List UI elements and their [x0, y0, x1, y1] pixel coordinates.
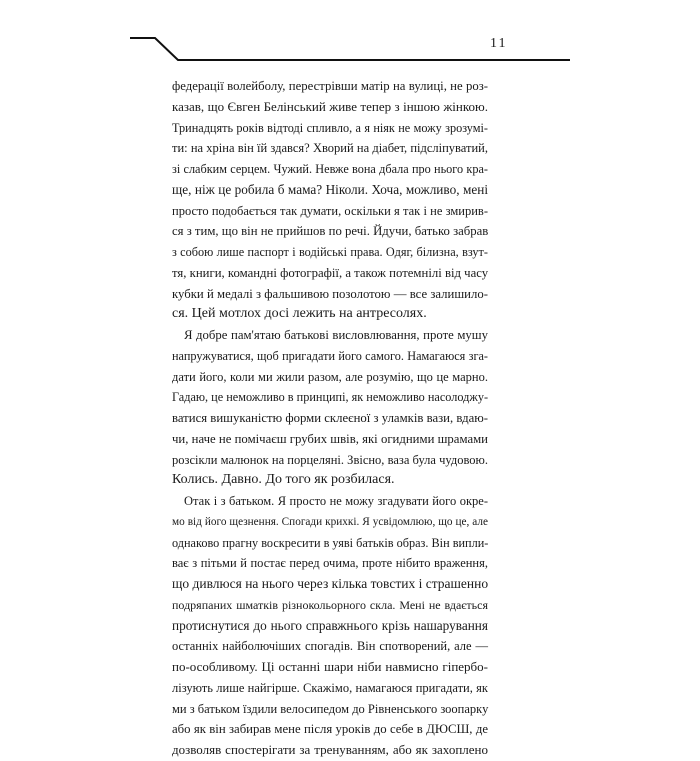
text-line: Отак і з батьком. Я просто не можу згадувати його окре- — [184, 494, 488, 508]
text-line: тя, книги, командні фотографії, а також потемнілі від часу — [172, 265, 489, 280]
text-line: Гадаю, це неможливо в принципі, як неможливо насолоджу- — [172, 390, 489, 405]
text-line: протиснутися до нього справжнього крізь нашарування — [172, 617, 488, 633]
text-line: федерації волейболу, перестрівши матір на вулиці, не роз- — [172, 79, 488, 93]
text-line: лізують лише найгірше. Скажімо, намагаюся пригадати, як — [172, 680, 488, 695]
text-line: ватися вишуканістю форми склеєної з уламків вази, вдаю- — [172, 411, 488, 425]
text-line: напружуватися, щоб пригадати його самого. Намагаюся зга- — [172, 348, 488, 363]
text-line: ми з батьком їздили велосипедом до Рівненського зоопарку — [172, 701, 489, 716]
text-line: зі слабким серцем. Чужий. Невже вона дбала про нього кра- — [172, 162, 488, 176]
text-line: Я добре пам'ятаю батькові висловлювання, проте мушу — [184, 328, 488, 342]
text-line: по-особливому. Ці останні шари ніби навмисно гіпербо- — [172, 659, 488, 674]
text-line: Колись. Давно. До того як розбилася. — [172, 472, 395, 488]
text-line: подряпаних шматків різнокольорного скла. Мені не вдається — [172, 597, 488, 612]
text-line: казав, що Євген Белінський живе тепер з іншою жінкою. — [172, 98, 488, 114]
text-line: розсікли малюнок на порцеляні. Звісно, ваза була чудовою. — [172, 452, 488, 467]
text-line: чи, наче не помічаєш грубих швів, які огидними шрамами — [172, 431, 488, 446]
text-line: ще, ніж це робила б мама? Ніколи. Хоча, можливо, мені — [172, 181, 488, 197]
page-header — [0, 0, 700, 70]
text-line: або як він забирав мене після уроків до себе в ДЮСШ, де — [172, 722, 488, 737]
text-line: ває з пітьми й постає перед очима, проте нібито враження, — [172, 556, 488, 571]
text-line: кубки й медалі з фальшивою позолотою — все залишило- — [172, 286, 488, 301]
text-line: дати його, коли ми жили разом, але розумію, що це марно. — [172, 369, 488, 384]
body-text — [172, 76, 488, 761]
text-line: дозволяв спостерігати за тренуванням, або як захоплено — [172, 742, 488, 757]
text-line: ся з тим, що він не прийшов по речі. Йдучи, батько забрав — [172, 224, 489, 239]
text-line: останніх найболючіших спогадів. Він спотворений, але — — [172, 639, 488, 654]
text-line: Тринадцять років відтоді спливло, а я ніяк не можу зрозумі- — [172, 120, 488, 135]
text-line: мо від його щезнення. Спогади крихкі. Я усвідомлюю, що це, але — [172, 515, 488, 528]
page-number: 11 — [490, 36, 508, 51]
text-line: ти: на хріна він їй здався? Хворий на діабет, підсліпуватий, — [172, 141, 488, 156]
text-line: що дивлюся на нього через кілька товстих і страшенно — [172, 576, 489, 591]
text-line: однаково прагну воскресити в уяві батьків образ. Він випли- — [172, 535, 489, 550]
text-line: ся. Цей мотлох досі лежить на антресолях. — [172, 306, 427, 322]
text-line: з собою лише паспорт і водійські права. Одяг, білизна, взут- — [172, 245, 488, 259]
text-line: просто подобається так думати, оскільки я так і не змирив- — [172, 203, 488, 218]
header-rule — [0, 0, 700, 70]
